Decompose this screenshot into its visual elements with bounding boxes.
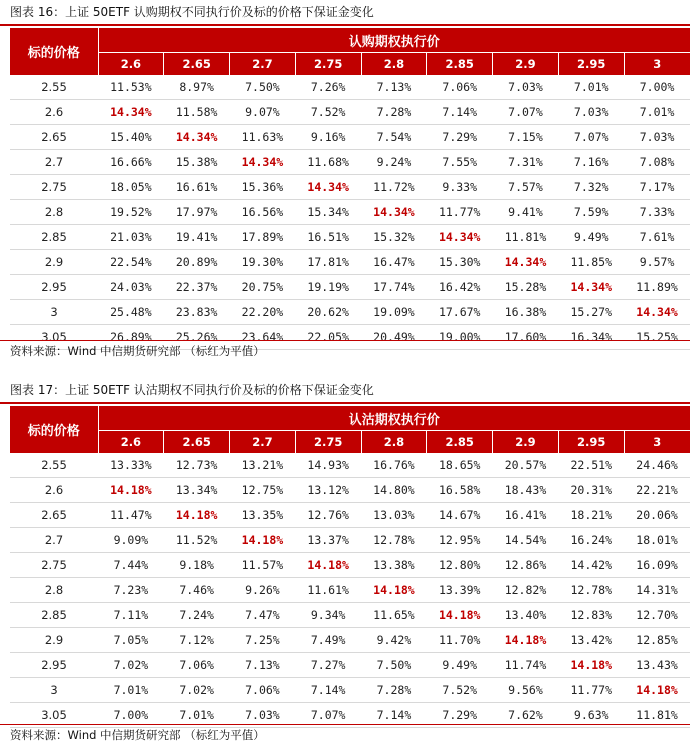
margin-cell: 16.42% [427, 275, 493, 300]
margin-cell: 11.85% [558, 250, 624, 275]
margin-cell: 16.47% [361, 250, 427, 275]
margin-cell: 12.76% [295, 503, 361, 528]
margin-cell: 7.55% [427, 150, 493, 175]
margin-cell: 15.32% [361, 225, 427, 250]
margin-cell: 12.83% [558, 603, 624, 628]
margin-cell: 14.54% [493, 528, 559, 553]
margin-cell: 16.58% [427, 478, 493, 503]
margin-cell: 12.85% [624, 628, 690, 653]
margin-cell: 7.62% [493, 703, 559, 728]
margin-cell: 23.64% [230, 325, 296, 350]
margin-cell: 11.65% [361, 603, 427, 628]
margin-cell: 7.52% [295, 100, 361, 125]
margin-cell: 9.49% [558, 225, 624, 250]
underlying-price-cell: 2.85 [10, 225, 98, 250]
strike-header: 2.9 [493, 53, 559, 76]
put-margin-table-block [0, 378, 700, 742]
margin-cell: 14.18% [164, 503, 230, 528]
margin-cell: 7.23% [98, 578, 164, 603]
table-row [10, 503, 690, 528]
margin-cell: 7.03% [558, 100, 624, 125]
margin-cell: 11.81% [624, 703, 690, 728]
put-margin-table [10, 406, 690, 728]
margin-cell: 7.13% [230, 653, 296, 678]
underlying-price-cell: 2.75 [10, 175, 98, 200]
margin-cell: 9.24% [361, 150, 427, 175]
margin-cell: 26.89% [98, 325, 164, 350]
margin-cell: 12.80% [427, 553, 493, 578]
margin-cell: 7.29% [427, 703, 493, 728]
margin-cell: 20.89% [164, 250, 230, 275]
margin-cell: 7.59% [558, 200, 624, 225]
margin-cell: 9.34% [295, 603, 361, 628]
margin-cell: 11.47% [98, 503, 164, 528]
underlying-price-cell: 2.85 [10, 603, 98, 628]
margin-cell: 9.56% [493, 678, 559, 703]
margin-cell: 7.01% [624, 100, 690, 125]
margin-cell: 22.20% [230, 300, 296, 325]
margin-cell: 11.61% [295, 578, 361, 603]
margin-cell: 11.81% [493, 225, 559, 250]
margin-cell: 16.61% [164, 175, 230, 200]
corner-label: 标的价格 [10, 28, 98, 75]
margin-cell: 7.07% [558, 125, 624, 150]
underlying-price-cell: 2.6 [10, 478, 98, 503]
margin-cell: 7.01% [558, 75, 624, 100]
margin-cell: 7.03% [493, 75, 559, 100]
table-row [10, 603, 690, 628]
margin-cell: 14.34% [493, 250, 559, 275]
margin-cell: 13.37% [295, 528, 361, 553]
margin-cell: 7.03% [624, 125, 690, 150]
margin-cell: 17.60% [493, 325, 559, 350]
strike-group-label: 认沽期权执行价 [98, 406, 690, 431]
margin-cell: 14.34% [361, 200, 427, 225]
margin-cell: 13.43% [624, 653, 690, 678]
margin-cell: 11.74% [493, 653, 559, 678]
strike-header: 2.95 [558, 53, 624, 76]
margin-cell: 9.26% [230, 578, 296, 603]
margin-cell: 9.63% [558, 703, 624, 728]
margin-cell: 18.65% [427, 453, 493, 478]
margin-cell: 7.24% [164, 603, 230, 628]
margin-cell: 7.11% [98, 603, 164, 628]
margin-cell: 22.05% [295, 325, 361, 350]
strike-group-label: 认购期权执行价 [98, 28, 690, 53]
margin-cell: 14.34% [558, 275, 624, 300]
margin-cell: 17.81% [295, 250, 361, 275]
margin-cell: 7.03% [230, 703, 296, 728]
margin-cell: 7.26% [295, 75, 361, 100]
margin-cell: 11.70% [427, 628, 493, 653]
table-row [10, 300, 690, 325]
margin-cell: 7.01% [164, 703, 230, 728]
margin-cell: 7.57% [493, 175, 559, 200]
margin-cell: 14.93% [295, 453, 361, 478]
strike-header: 2.75 [295, 431, 361, 454]
margin-cell: 14.18% [295, 553, 361, 578]
margin-cell: 15.28% [493, 275, 559, 300]
margin-cell: 18.43% [493, 478, 559, 503]
call-margin-table [10, 28, 690, 350]
margin-cell: 7.08% [624, 150, 690, 175]
margin-cell: 9.42% [361, 628, 427, 653]
underlying-price-cell: 2.55 [10, 453, 98, 478]
margin-cell: 25.48% [98, 300, 164, 325]
margin-cell: 13.38% [361, 553, 427, 578]
table-caption: 图表 16：上证 50ETF 认购期权不同执行价及标的价格下保证金变化 [0, 0, 690, 26]
margin-cell: 15.25% [624, 325, 690, 350]
margin-cell: 9.09% [98, 528, 164, 553]
call-margin-table-block [0, 0, 700, 358]
margin-cell: 17.74% [361, 275, 427, 300]
margin-cell: 16.34% [558, 325, 624, 350]
margin-cell: 16.41% [493, 503, 559, 528]
margin-cell: 14.34% [164, 125, 230, 150]
margin-cell: 7.14% [295, 678, 361, 703]
margin-cell: 17.67% [427, 300, 493, 325]
margin-cell: 19.52% [98, 200, 164, 225]
margin-cell: 14.42% [558, 553, 624, 578]
margin-cell: 19.41% [164, 225, 230, 250]
margin-cell: 7.27% [295, 653, 361, 678]
margin-cell: 16.56% [230, 200, 296, 225]
strike-header: 2.9 [493, 431, 559, 454]
margin-cell: 7.28% [361, 678, 427, 703]
margin-cell: 14.18% [624, 678, 690, 703]
margin-cell: 7.14% [361, 703, 427, 728]
margin-cell: 7.31% [493, 150, 559, 175]
margin-cell: 20.06% [624, 503, 690, 528]
underlying-price-cell: 3 [10, 678, 98, 703]
table-row [10, 275, 690, 300]
margin-cell: 7.07% [493, 100, 559, 125]
margin-cell: 19.19% [295, 275, 361, 300]
margin-cell: 12.78% [361, 528, 427, 553]
margin-cell: 13.12% [295, 478, 361, 503]
table-row [10, 150, 690, 175]
margin-cell: 13.39% [427, 578, 493, 603]
underlying-price-cell: 2.7 [10, 528, 98, 553]
margin-cell: 14.18% [493, 628, 559, 653]
margin-cell: 12.73% [164, 453, 230, 478]
margin-cell: 14.18% [558, 653, 624, 678]
margin-cell: 14.31% [624, 578, 690, 603]
margin-cell: 11.58% [164, 100, 230, 125]
margin-cell: 22.51% [558, 453, 624, 478]
margin-cell: 20.75% [230, 275, 296, 300]
source-note: 资料来源：Wind 中信期货研究部 （标红为平值） [0, 724, 690, 745]
margin-cell: 7.12% [164, 628, 230, 653]
margin-cell: 9.18% [164, 553, 230, 578]
strike-header: 2.7 [230, 53, 296, 76]
strike-header: 2.85 [427, 53, 493, 76]
margin-cell: 7.28% [361, 100, 427, 125]
margin-cell: 9.07% [230, 100, 296, 125]
margin-cell: 7.02% [164, 678, 230, 703]
underlying-price-cell: 3.05 [10, 703, 98, 728]
margin-cell: 19.09% [361, 300, 427, 325]
underlying-price-cell: 2.65 [10, 125, 98, 150]
margin-cell: 7.13% [361, 75, 427, 100]
margin-cell: 18.05% [98, 175, 164, 200]
margin-cell: 9.16% [295, 125, 361, 150]
underlying-price-cell: 2.55 [10, 75, 98, 100]
margin-cell: 15.38% [164, 150, 230, 175]
margin-cell: 13.33% [98, 453, 164, 478]
margin-cell: 17.89% [230, 225, 296, 250]
margin-cell: 11.52% [164, 528, 230, 553]
margin-cell: 7.17% [624, 175, 690, 200]
margin-cell: 11.57% [230, 553, 296, 578]
margin-cell: 25.26% [164, 325, 230, 350]
margin-cell: 9.49% [427, 653, 493, 678]
corner-label: 标的价格 [10, 406, 98, 453]
margin-cell: 7.05% [98, 628, 164, 653]
margin-cell: 7.61% [624, 225, 690, 250]
margin-cell: 14.34% [427, 225, 493, 250]
table-row [10, 250, 690, 275]
margin-cell: 7.46% [164, 578, 230, 603]
margin-cell: 16.09% [624, 553, 690, 578]
table-row [10, 478, 690, 503]
margin-cell: 7.50% [361, 653, 427, 678]
margin-cell: 12.75% [230, 478, 296, 503]
margin-cell: 13.40% [493, 603, 559, 628]
underlying-price-cell: 2.9 [10, 250, 98, 275]
margin-cell: 14.34% [624, 300, 690, 325]
margin-cell: 16.76% [361, 453, 427, 478]
margin-cell: 7.15% [493, 125, 559, 150]
margin-cell: 22.54% [98, 250, 164, 275]
margin-cell: 16.24% [558, 528, 624, 553]
margin-cell: 11.63% [230, 125, 296, 150]
underlying-price-cell: 3 [10, 300, 98, 325]
underlying-price-cell: 2.95 [10, 275, 98, 300]
margin-cell: 12.86% [493, 553, 559, 578]
margin-cell: 13.21% [230, 453, 296, 478]
margin-cell: 18.01% [624, 528, 690, 553]
margin-cell: 13.42% [558, 628, 624, 653]
margin-cell: 7.50% [230, 75, 296, 100]
underlying-price-cell: 2.9 [10, 628, 98, 653]
margin-cell: 7.14% [427, 100, 493, 125]
margin-cell: 14.80% [361, 478, 427, 503]
margin-cell: 15.27% [558, 300, 624, 325]
margin-cell: 14.67% [427, 503, 493, 528]
margin-cell: 11.89% [624, 275, 690, 300]
table-row [10, 528, 690, 553]
margin-cell: 14.34% [295, 175, 361, 200]
margin-cell: 7.29% [427, 125, 493, 150]
margin-cell: 11.53% [98, 75, 164, 100]
margin-cell: 9.41% [493, 200, 559, 225]
margin-cell: 13.34% [164, 478, 230, 503]
margin-cell: 7.06% [164, 653, 230, 678]
table-row [10, 175, 690, 200]
margin-cell: 22.21% [624, 478, 690, 503]
margin-cell: 14.18% [98, 478, 164, 503]
table-row [10, 653, 690, 678]
margin-cell: 24.03% [98, 275, 164, 300]
margin-cell: 7.16% [558, 150, 624, 175]
margin-cell: 14.34% [98, 100, 164, 125]
strike-header: 2.75 [295, 53, 361, 76]
margin-cell: 9.33% [427, 175, 493, 200]
margin-cell: 15.34% [295, 200, 361, 225]
table-row [10, 453, 690, 478]
margin-cell: 17.97% [164, 200, 230, 225]
table-row [10, 100, 690, 125]
margin-cell: 7.33% [624, 200, 690, 225]
table-row [10, 75, 690, 100]
margin-cell: 14.18% [361, 578, 427, 603]
margin-cell: 7.49% [295, 628, 361, 653]
underlying-price-cell: 2.8 [10, 200, 98, 225]
underlying-price-cell: 2.65 [10, 503, 98, 528]
margin-cell: 7.06% [427, 75, 493, 100]
table-row [10, 125, 690, 150]
margin-cell: 11.72% [361, 175, 427, 200]
margin-cell: 14.34% [230, 150, 296, 175]
margin-cell: 12.78% [558, 578, 624, 603]
margin-cell: 23.83% [164, 300, 230, 325]
margin-cell: 16.38% [493, 300, 559, 325]
margin-cell: 7.54% [361, 125, 427, 150]
strike-header: 2.6 [98, 53, 164, 76]
margin-cell: 7.47% [230, 603, 296, 628]
margin-cell: 7.52% [427, 678, 493, 703]
margin-cell: 20.49% [361, 325, 427, 350]
source-note: 资料来源：Wind 中信期货研究部 （标红为平值） [0, 340, 690, 361]
strike-header: 2.95 [558, 431, 624, 454]
strike-header: 2.7 [230, 431, 296, 454]
margin-cell: 14.18% [230, 528, 296, 553]
margin-cell: 11.77% [558, 678, 624, 703]
margin-cell: 7.32% [558, 175, 624, 200]
margin-cell: 16.51% [295, 225, 361, 250]
table-caption: 图表 17：上证 50ETF 认沽期权不同执行价及标的价格下保证金变化 [0, 378, 690, 404]
table-row [10, 553, 690, 578]
strike-header: 2.8 [361, 431, 427, 454]
margin-cell: 7.06% [230, 678, 296, 703]
margin-cell: 7.00% [624, 75, 690, 100]
margin-cell: 14.18% [427, 603, 493, 628]
margin-cell: 7.07% [295, 703, 361, 728]
margin-cell: 7.00% [98, 703, 164, 728]
strike-header: 3 [624, 431, 690, 454]
margin-cell: 21.03% [98, 225, 164, 250]
margin-cell: 8.97% [164, 75, 230, 100]
table-row [10, 578, 690, 603]
margin-cell: 19.30% [230, 250, 296, 275]
strike-header: 2.65 [164, 431, 230, 454]
underlying-price-cell: 2.8 [10, 578, 98, 603]
underlying-price-cell: 2.7 [10, 150, 98, 175]
margin-cell: 9.57% [624, 250, 690, 275]
margin-cell: 20.57% [493, 453, 559, 478]
underlying-price-cell: 2.6 [10, 100, 98, 125]
margin-cell: 18.21% [558, 503, 624, 528]
margin-cell: 16.66% [98, 150, 164, 175]
margin-cell: 15.40% [98, 125, 164, 150]
margin-cell: 24.46% [624, 453, 690, 478]
table-row [10, 225, 690, 250]
margin-cell: 15.30% [427, 250, 493, 275]
margin-cell: 11.77% [427, 200, 493, 225]
margin-cell: 13.03% [361, 503, 427, 528]
margin-cell: 12.70% [624, 603, 690, 628]
margin-cell: 11.68% [295, 150, 361, 175]
table-row [10, 678, 690, 703]
strike-header: 2.85 [427, 431, 493, 454]
margin-cell: 12.82% [493, 578, 559, 603]
strike-header: 2.65 [164, 53, 230, 76]
strike-header: 2.6 [98, 431, 164, 454]
underlying-price-cell: 2.95 [10, 653, 98, 678]
margin-cell: 22.37% [164, 275, 230, 300]
underlying-price-cell: 2.75 [10, 553, 98, 578]
margin-cell: 12.95% [427, 528, 493, 553]
margin-cell: 7.02% [98, 653, 164, 678]
margin-cell: 7.01% [98, 678, 164, 703]
strike-header: 3 [624, 53, 690, 76]
margin-cell: 7.25% [230, 628, 296, 653]
table-row [10, 628, 690, 653]
margin-cell: 13.35% [230, 503, 296, 528]
margin-cell: 19.00% [427, 325, 493, 350]
margin-cell: 20.62% [295, 300, 361, 325]
margin-cell: 20.31% [558, 478, 624, 503]
underlying-price-cell: 3.05 [10, 325, 98, 350]
strike-header: 2.8 [361, 53, 427, 76]
table-row [10, 200, 690, 225]
margin-cell: 15.36% [230, 175, 296, 200]
margin-cell: 7.44% [98, 553, 164, 578]
